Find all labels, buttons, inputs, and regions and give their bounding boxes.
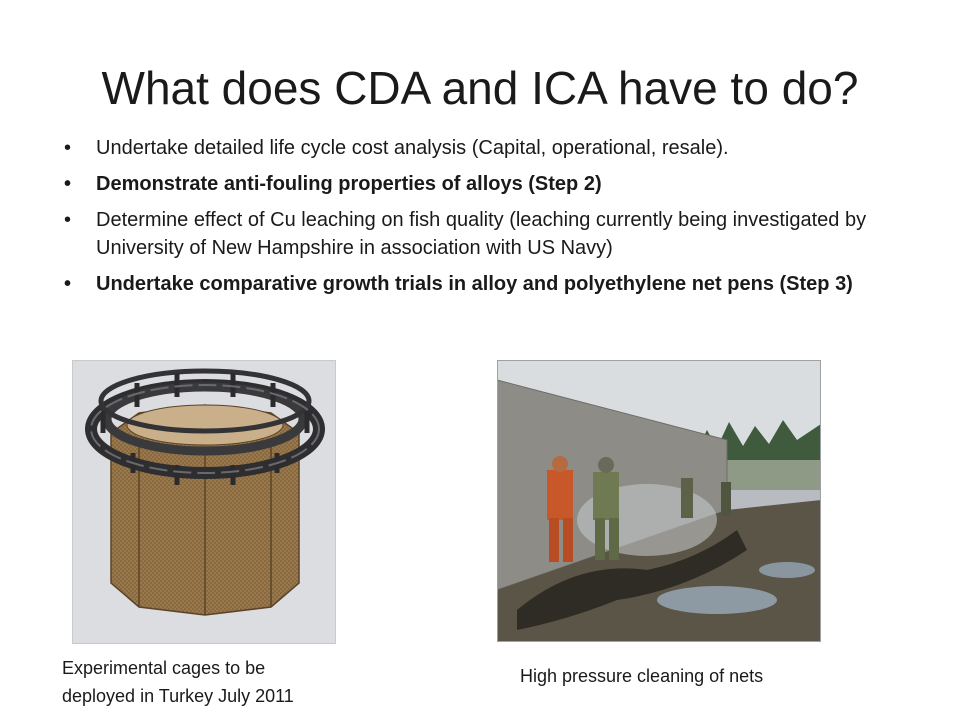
bullet-text: Undertake detailed life cycle cost analysis (Capital, operational, resale). (96, 137, 729, 159)
bullet-item (60, 206, 920, 262)
caption-line: Experimental cages to be (62, 658, 266, 678)
net-cleaning-photo (497, 360, 821, 642)
right-image-caption: High pressure cleaning of nets (520, 666, 764, 686)
bullet-icon: • (64, 209, 72, 231)
left-image-caption (62, 654, 362, 710)
bullet-text: Demonstrate anti-fouling properties of alloys (Step 2) (96, 173, 602, 195)
bullet-item (60, 134, 920, 162)
net-cleaning-scene (497, 360, 821, 642)
cage-illustration-image (72, 360, 336, 644)
bullet-item (60, 170, 920, 198)
caption-line: deployed in Turkey July 2011 (62, 686, 294, 706)
bullet-list (60, 134, 920, 306)
bullet-item (60, 270, 920, 298)
bullet-icon: • (64, 137, 72, 159)
cage-drawing (73, 361, 335, 643)
bullet-text: Determine effect of Cu leaching on fish quality (leaching currently being investigated by University of New Hampshire in association with US Navy) (96, 209, 867, 259)
bullet-text: Undertake comparative growth trials in alloy and polyethylene net pens (Step 3) (96, 273, 853, 295)
slide-title: What does CDA and ICA have to do? (101, 62, 859, 114)
bullet-icon: • (64, 273, 72, 295)
bullet-icon: • (64, 173, 72, 195)
